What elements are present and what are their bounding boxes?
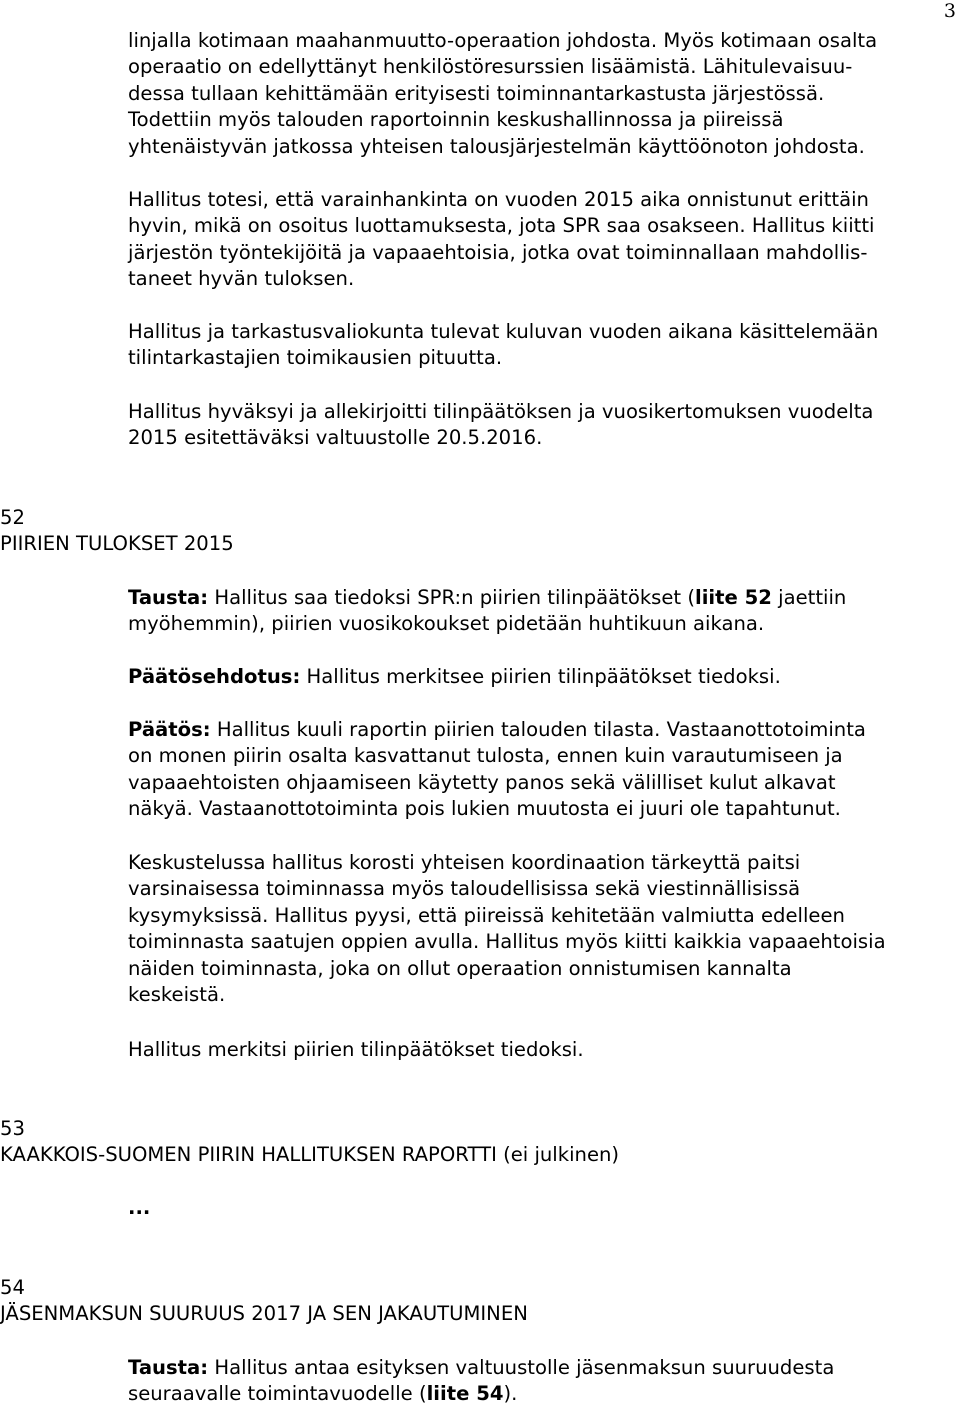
text-line: näkyä. Vastaanottotoiminta pois lukien muutosta ei juuri ole tapahtunut. — [128, 797, 841, 821]
text-line: toiminnasta saatujen oppien avulla. Hallitus myös kiitti kaikkia vapaaehtoisia — [128, 930, 886, 954]
text-line — [128, 585, 846, 611]
paatos-label: Päätös: — [128, 718, 211, 741]
item-53-ellipsis — [128, 1195, 150, 1221]
paragraph-hyvaksyi — [128, 399, 873, 452]
text-line: tilintarkastajien toimikausien pituutta. — [128, 346, 503, 370]
text-line: järjestön työntekijöitä ja vapaaehtoisia, jotka ovat toiminnallaan mahdollis- — [128, 240, 868, 264]
paragraph-tarkastusvaliokunta — [128, 319, 878, 372]
tausta-text: jaettiin — [771, 586, 847, 609]
ehdotus-text: Hallitus merkitsee piirien tilinpäätökset tiedoksi. — [300, 665, 781, 688]
text-line: Hallitus merkitsi piirien tilinpäätökset tiedoksi. — [128, 1038, 584, 1061]
item-52-paatos — [128, 717, 866, 823]
item-title: PIIRIEN TULOKSET 2015 — [0, 532, 234, 556]
attachment-ref: liite 52 — [695, 586, 772, 609]
text-line: keskeistä. — [128, 983, 226, 1007]
text-line: Hallitus ja tarkastusvaliokunta tulevat kuluvan vuoden aikana käsittelemään — [128, 320, 879, 343]
text-line: näiden toiminnasta, joka on ollut operaation onnistumisen kannalta — [128, 956, 792, 980]
text-line: myöhemmin), piirien vuosikokoukset pidetään huhtikuun aikana. — [128, 612, 765, 636]
text-line — [128, 717, 866, 743]
paragraph-hallitus-totesi — [128, 187, 874, 293]
tausta-text: Hallitus antaa esityksen valtuustolle jäsenmaksun suuruudesta — [208, 1356, 835, 1379]
item-52-tausta — [128, 585, 846, 638]
text-line: hyvin, mikä on osoitus luottamuksesta, jota SPR saa osakseen. Hallitus kiitti — [128, 214, 875, 238]
item-title: JÄSENMAKSUN SUURUUS 2017 JA SEN JAKAUTUMINEN — [0, 1302, 528, 1326]
tausta-label: Tausta: — [128, 586, 209, 609]
item-number: 54 — [0, 1276, 25, 1299]
text-line: on monen piirin osalta kasvattanut tulosta, ennen kuin varautumiseen ja — [128, 744, 843, 768]
text-line: Hallitus hyväksyi ja allekirjoitti tilinpäätöksen ja vuosikertomuksen vuodelta — [128, 400, 874, 423]
text-line: operaatio on edellyttänyt henkilöstöresurssien lisäämistä. Lähitulevaisuu- — [128, 55, 853, 79]
text-line: Todettiin myös talouden raportoinnin keskushallinnossa ja piireissä — [128, 108, 784, 132]
item-54-heading — [0, 1275, 528, 1328]
tausta-text: Hallitus saa tiedoksi SPR:n piirien tilinpäätökset ( — [208, 586, 695, 609]
text-line: vapaaehtoisten ohjaamiseen käytetty panos sekä välilliset kulut alkavat — [128, 770, 836, 794]
item-52-ehdotus — [128, 664, 781, 690]
item-52-merkitsi — [128, 1037, 584, 1063]
item-title: KAAKKOIS-SUOMEN PIIRIN HALLITUKSEN RAPORTTI (ei julkinen) — [0, 1143, 620, 1167]
tausta-text: seuraavalle toimintavuodelle ( — [128, 1382, 427, 1406]
text-line: ... — [128, 1196, 151, 1219]
text-line — [128, 1381, 834, 1407]
text-line: 2015 esitettäväksi valtuustolle 20.5.2016. — [128, 426, 543, 450]
intro-paragraph — [128, 28, 877, 160]
tausta-text: ). — [503, 1382, 518, 1406]
ehdotus-label: Päätösehdotus: — [128, 665, 301, 688]
tausta-label: Tausta: — [128, 1356, 209, 1379]
page-number: 3 — [943, 0, 956, 22]
item-number: 52 — [0, 506, 25, 529]
text-line — [128, 664, 781, 690]
attachment-ref: liite 54 — [426, 1382, 504, 1406]
item-52-keskustelu — [128, 850, 886, 1008]
text-line: varsinaisessa toiminnassa myös taloudellisissa sekä viestinnällisissä — [128, 877, 801, 901]
item-52-heading — [0, 505, 234, 558]
text-line — [128, 1355, 834, 1381]
text-line: yhtenäistyvän jatkossa yhteisen talousjärjestelmän käyttöönoton johdosta. — [128, 134, 865, 158]
text-line: Hallitus totesi, että varainhankinta on vuoden 2015 aika onnistunut erittäin — [128, 188, 869, 211]
text-line: kysymyksissä. Hallitus pyysi, että piireissä kehitetään valmiutta edelleen — [128, 903, 845, 927]
item-53-heading — [0, 1116, 619, 1169]
text-line: taneet hyvän tuloksen. — [128, 267, 355, 291]
item-54-tausta — [128, 1355, 834, 1408]
text-line: linjalla kotimaan maahanmuutto-operaation johdosta. Myös kotimaan osalta — [128, 29, 878, 52]
paatos-text: Hallitus kuuli raportin piirien talouden tilasta. Vastaanottotoiminta — [210, 718, 866, 741]
item-number: 53 — [0, 1117, 25, 1140]
text-line: dessa tullaan kehittämään erityisesti toiminnantarkastusta järjestössä. — [128, 81, 825, 105]
text-line: Keskustelussa hallitus korosti yhteisen koordinaation tärkeyttä paitsi — [128, 851, 801, 874]
